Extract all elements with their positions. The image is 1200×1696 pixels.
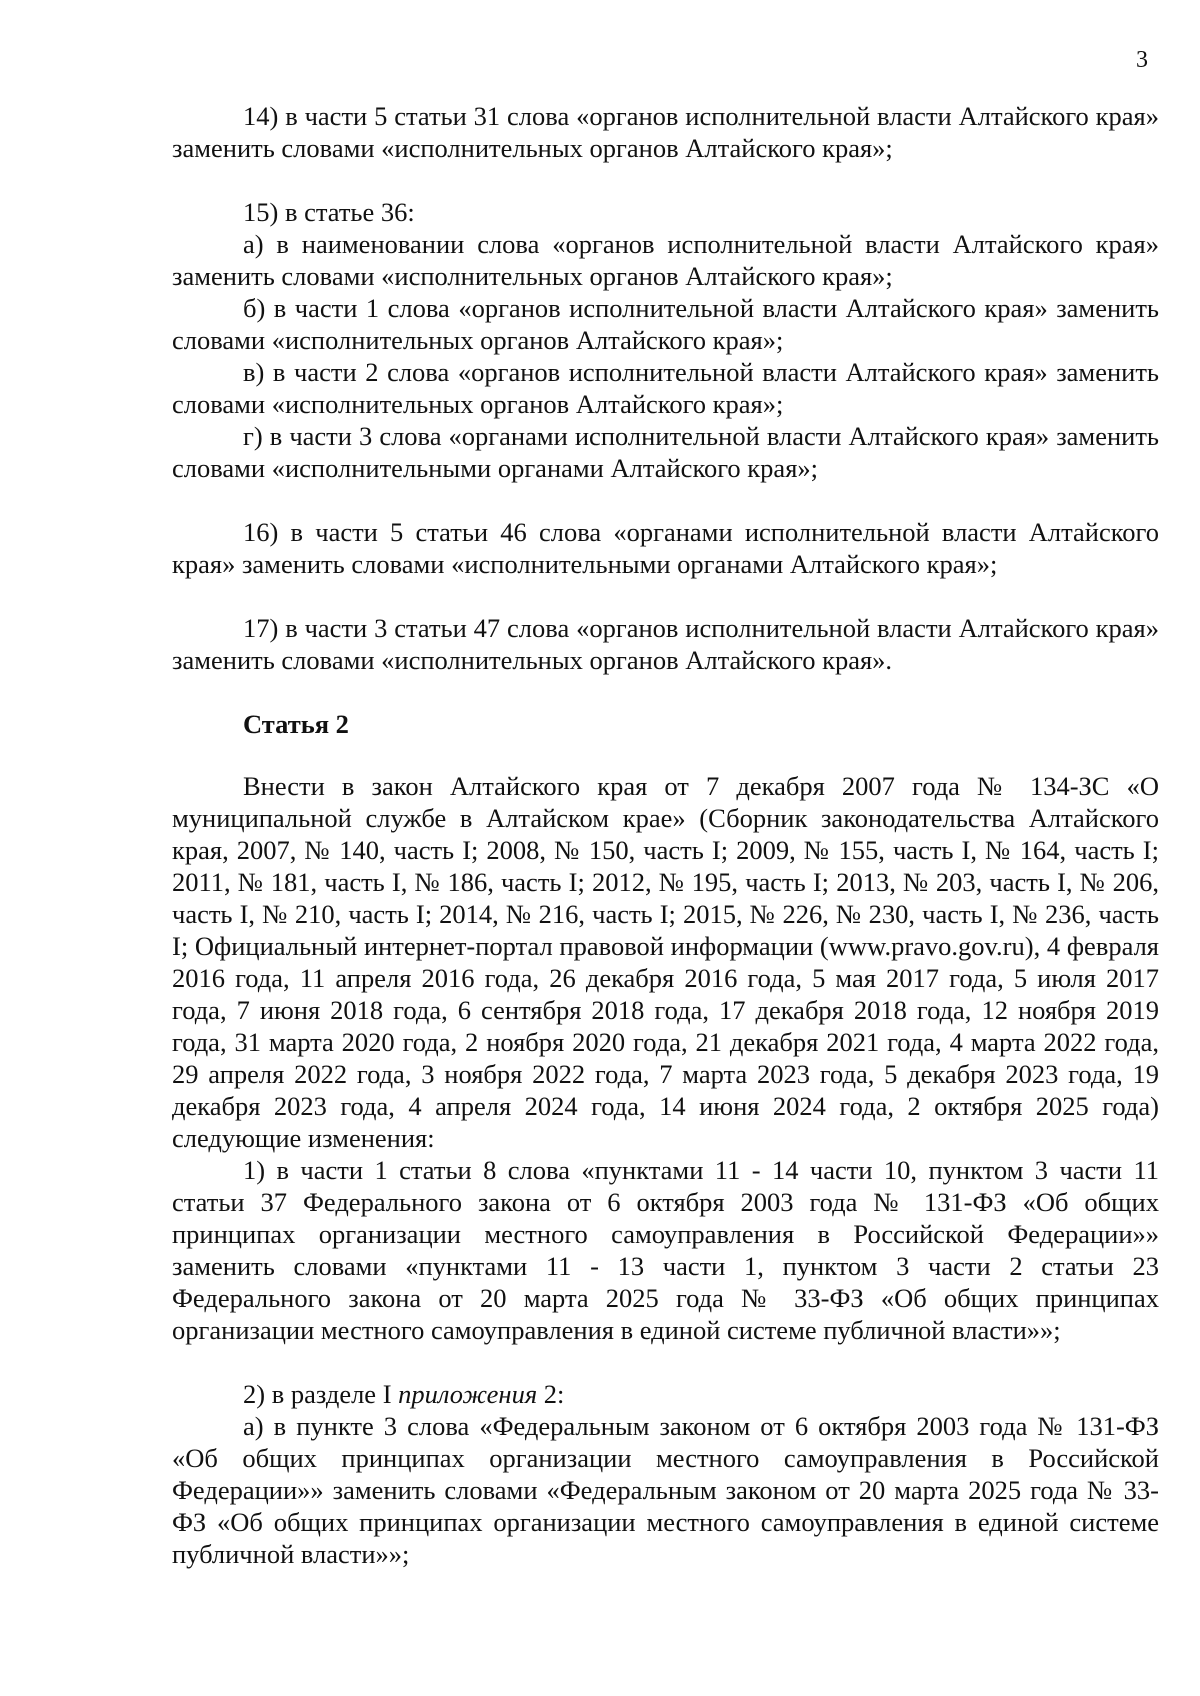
item-17: 17) в части 3 статьи 47 слова «органов исполнительной власти Алтайского края» заменить словами «исполнительных органов Алтайского края».: [172, 613, 1159, 675]
document-body: [172, 100, 1159, 1570]
item-2-suffix: 2:: [543, 1379, 565, 1409]
item-15-a: а) в наименовании слова «органов исполнительной власти Алтайского края» заменить словами «исполнительных органов Алтайского края»;: [172, 229, 1159, 291]
article-2-item-2-a: а) в пункте 3 слова «Федеральным законом от 6 октября 2003 года № 131-ФЗ «Об общих принципах организации местного самоуправления в Российской Федерации»» заменить словами «Федеральным законом от 20 марта 2025 года № 33-ФЗ «Об общих принципах организации местного самоуправления в единой системе публичной власти»»;: [172, 1411, 1159, 1569]
item-15-intro: 15) в статье 36:: [243, 197, 415, 227]
item-16: 16) в части 5 статьи 46 слова «органами исполнительной власти Алтайского края» заменить словами «исполнительными органами Алтайского края»;: [172, 517, 1159, 579]
item-2-prefix: 2) в разделе I: [243, 1379, 392, 1409]
article-2-item-2: [172, 1378, 1159, 1410]
item-15-g: г) в части 3 слова «органами исполнительной власти Алтайского края» заменить словами «исполнительными органами Алтайского края»;: [172, 421, 1159, 483]
article-2-item-1: 1) в части 1 статьи 8 слова «пунктами 11 - 14 части 10, пунктом 3 части 11 статьи 37 Федерального закона от 6 октября 2003 года № 131-ФЗ «Об общих принципах организации местного самоуправления в Российской Федерации»» заменить словами «пунктами 11 - 13 части 1, пунктом 3 части 2 статьи 23 Федерального закона от 20 марта 2025 года № 33-ФЗ «Об общих принципах организации местного самоуправления в единой системе публичной власти»»;: [172, 1155, 1159, 1345]
item-2-italic: приложения: [398, 1379, 538, 1409]
item-15-b: б) в части 1 слова «органов исполнительной власти Алтайского края» заменить словами «исполнительных органов Алтайского края»;: [172, 293, 1159, 355]
page-number: 3: [1136, 47, 1148, 73]
article-2-heading: Статья 2: [243, 709, 349, 739]
item-14: 14) в части 5 статьи 31 слова «органов исполнительной власти Алтайского края» заменить словами «исполнительных органов Алтайского края»;: [172, 101, 1159, 163]
article-2-intro: Внести в закон Алтайского края от 7 декабря 2007 года № 134-ЗС «О муниципальной службе в Алтайском крае» (Сборник законодательства Алтайского края, 2007, № 140, часть I; 2008, № 150, часть I; 2009, № 155, часть I, № 164, часть I; 2011, № 181, часть I, № 186, часть I; 2012, № 195, часть I; 2013, № 203, часть I, № 206, часть I, № 210, часть I; 2014, № 216, часть I; 2015, № 226, № 230, часть I, № 236, часть I; Официальный интернет-портал правовой информации (www.pravo.gov.ru), 4 февраля 2016 года, 11 апреля 2016 года, 26 декабря 2016 года, 5 мая 2017 года, 5 июля 2017 года, 7 июня 2018 года, 6 сентября 2018 года, 17 декабря 2018 года, 12 ноября 2019 года, 31 марта 2020 года, 2 ноября 2020 года, 21 декабря 2021 года, 4 марта 2022 года, 29 апреля 2022 года, 3 ноября 2022 года, 7 марта 2023 года, 5 декабря 2023 года, 19 декабря 2023 года, 4 апреля 2024 года, 14 июня 2024 года, 2 октября 2025 года) следующие изменения:: [172, 771, 1159, 1153]
item-15-v: в) в части 2 слова «органов исполнительной власти Алтайского края» заменить словами «исполнительных органов Алтайского края»;: [172, 357, 1159, 419]
